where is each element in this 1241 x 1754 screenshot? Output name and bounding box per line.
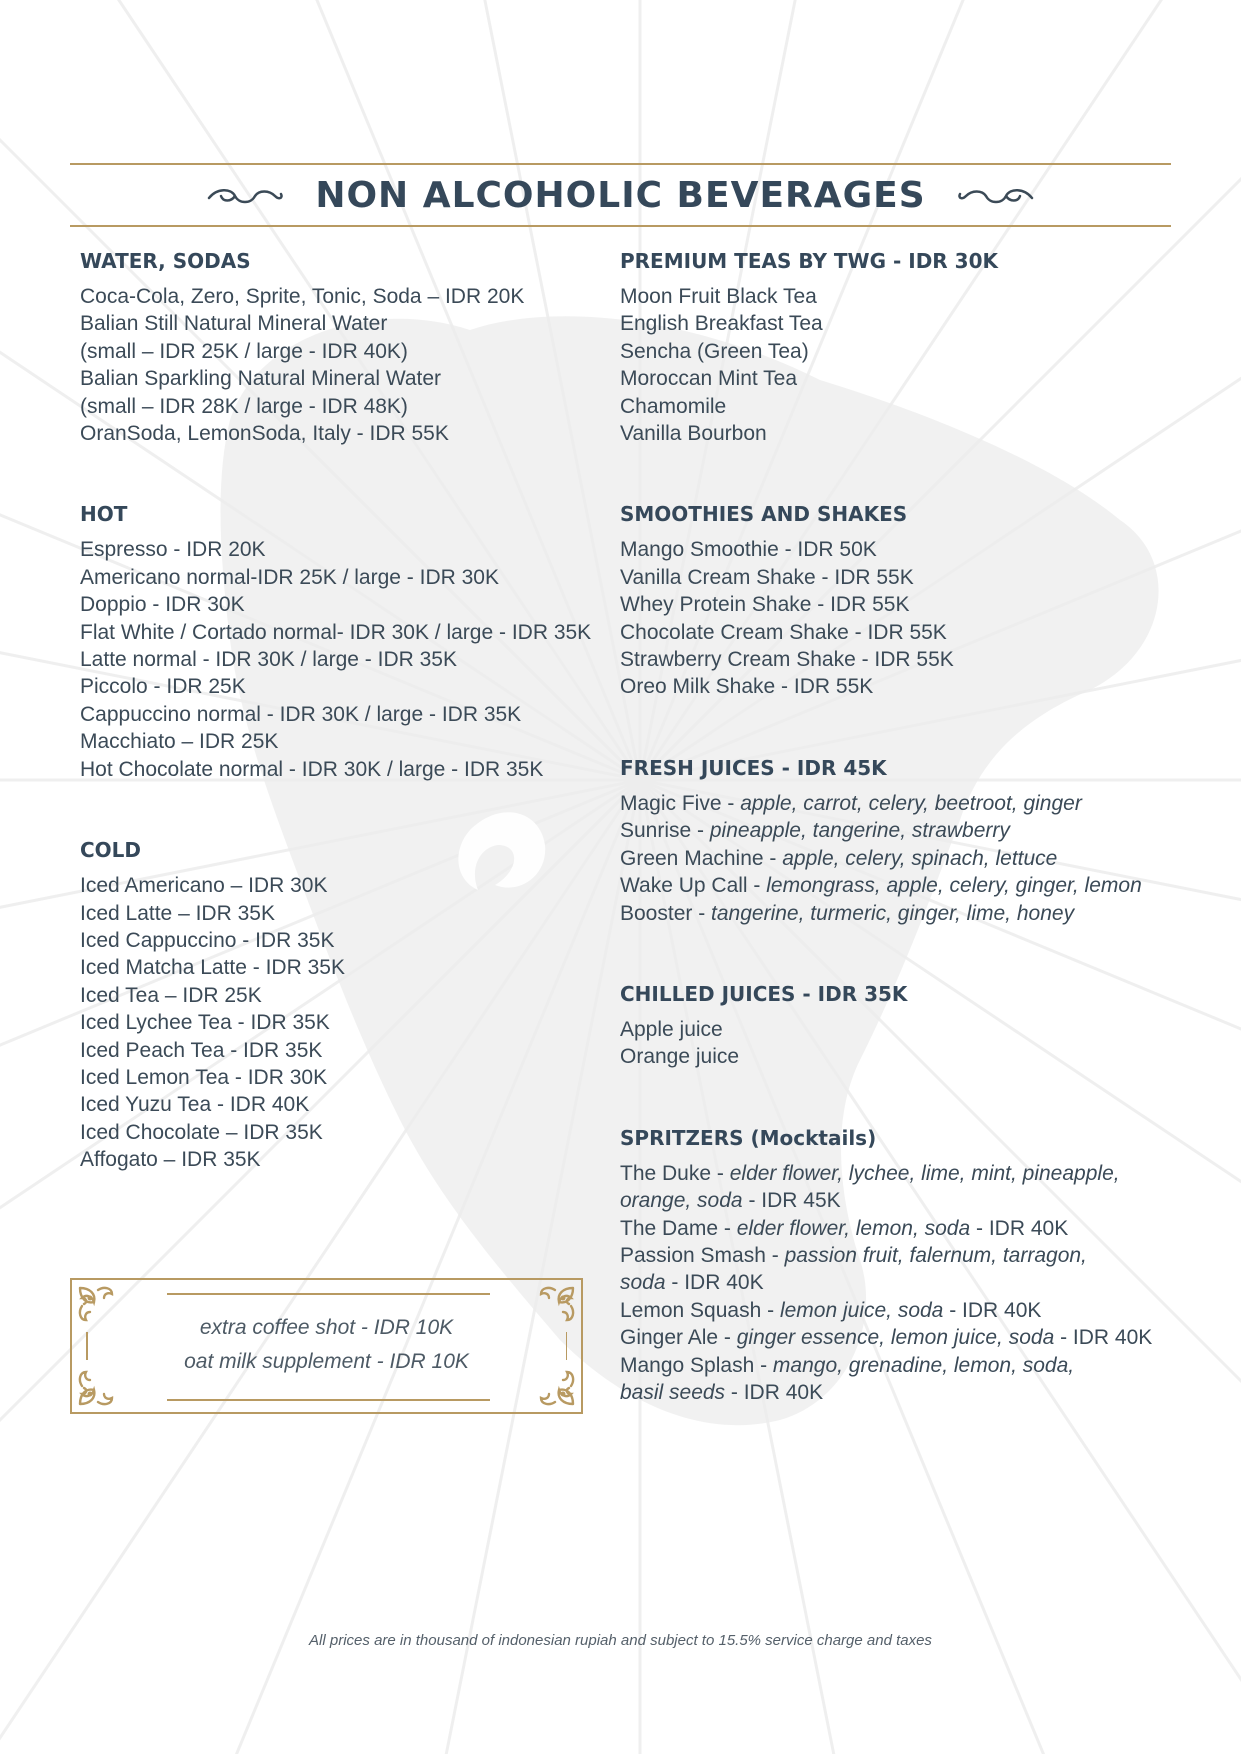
header: [70, 168, 1171, 223]
item-text: - IDR 45K: [742, 1189, 841, 1213]
item-text: Iced Cappuccino - IDR 35K: [80, 928, 335, 952]
item-text: Wake Up Call -: [620, 874, 767, 898]
menu-item: [620, 900, 1140, 927]
menu-item: [80, 927, 600, 954]
menu-item: [620, 646, 1140, 673]
menu-item: [620, 1160, 1140, 1187]
item-text: Balian Sparkling Natural Mineral Water: [80, 367, 442, 391]
menu-item: [620, 619, 1140, 646]
right-column: [620, 248, 1153, 1456]
item-description: apple, carrot, celery, beetroot, ginger: [740, 791, 1082, 815]
right-flourish-icon: [956, 184, 1036, 208]
item-text: Iced Chocolate – IDR 35K: [80, 1120, 323, 1144]
menu-item: [620, 872, 1140, 899]
item-text: Apple juice: [620, 1017, 723, 1041]
menu-item: [620, 1187, 1140, 1214]
header-rule-bottom: [70, 225, 1171, 227]
menu-section: [80, 248, 600, 447]
menu-item: [620, 591, 1140, 618]
price-footnote: All prices are in thousand of indonesian rupiah and subject to 15.5% service charge and taxes: [309, 1632, 932, 1649]
item-text: Latte normal - IDR 30K / large - IDR 35K: [80, 648, 457, 672]
item-text: The Duke -: [620, 1161, 730, 1185]
menu-item: [80, 954, 600, 981]
menu-section: [80, 837, 600, 1173]
item-text: Balian Still Natural Mineral Water: [80, 312, 388, 336]
menu-item: [80, 619, 600, 646]
menu-section: [620, 755, 1140, 927]
item-text: Iced Peach Tea - IDR 35K: [80, 1038, 323, 1062]
section-title: WATER, SODAS: [80, 249, 251, 273]
section-title: SPRITZERS (Mocktails): [620, 1125, 877, 1150]
menu-item: [620, 1379, 1140, 1406]
item-text: Espresso - IDR 20K: [80, 538, 266, 562]
menu-item: [620, 283, 1140, 310]
item-text: Doppio - IDR 30K: [80, 593, 245, 617]
extras-line: extra coffee shot - IDR 10K: [199, 1316, 454, 1339]
menu-item: [620, 420, 1140, 447]
item-text: English Breakfast Tea: [620, 312, 823, 336]
menu-section: [620, 248, 1140, 447]
item-text: Oreo Milk Shake - IDR 55K: [620, 675, 874, 699]
extras-box-top-line: [167, 1293, 490, 1295]
section-title: SMOOTHIES AND SHAKES: [620, 502, 908, 527]
item-text: Strawberry Cream Shake - IDR 55K: [620, 648, 954, 672]
item-text: Moon Fruit Black Tea: [620, 285, 817, 308]
item-text: Booster -: [620, 901, 712, 925]
menu-item: [80, 1064, 600, 1091]
item-text: Lemon Squash -: [620, 1298, 780, 1322]
menu-item: [620, 338, 1140, 365]
item-text: Iced Tea – IDR 25K: [80, 983, 262, 1007]
item-text: - IDR 40K: [943, 1298, 1042, 1322]
item-text: Iced Yuzu Tea - IDR 40K: [80, 1093, 310, 1117]
item-text: Affogato – IDR 35K: [80, 1148, 261, 1172]
menu-item: [620, 1043, 1140, 1070]
item-description: elder flower, lemon, soda: [736, 1216, 971, 1240]
item-text: Iced Lychee Tea - IDR 35K: [80, 1011, 330, 1035]
menu-item: [80, 701, 600, 728]
menu-item: [80, 673, 600, 700]
menu-item: [80, 536, 600, 563]
menu-section: [80, 501, 600, 783]
menu-item: [80, 982, 600, 1009]
menu-item: [80, 365, 600, 392]
menu-item: [620, 536, 1140, 563]
item-text: (small – IDR 25K / large - IDR 40K): [80, 339, 408, 363]
item-description: ginger essence, lemon juice, soda: [736, 1326, 1055, 1350]
item-description: tangerine, turmeric, ginger, lime, honey: [711, 901, 1075, 925]
menu-item: [620, 1016, 1140, 1043]
item-text: Iced Matcha Latte - IDR 35K: [80, 956, 345, 980]
item-text: Hot Chocolate normal - IDR 30K / large - IDR 35K: [80, 757, 544, 781]
menu-item: [80, 420, 600, 447]
menu-item: [80, 1119, 600, 1146]
menu-item: [80, 338, 600, 365]
item-text: - IDR 40K: [725, 1380, 824, 1404]
item-text: (small – IDR 28K / large - IDR 48K): [80, 394, 408, 418]
item-text: - IDR 40K: [970, 1216, 1069, 1240]
menu-item: [620, 673, 1140, 700]
menu-item: [80, 393, 600, 420]
item-text: Americano normal-IDR 25K / large - IDR 30K: [80, 565, 499, 589]
menu-item: [620, 790, 1140, 817]
ornament-corner-icon: [76, 1368, 116, 1408]
item-text: Flat White / Cortado normal- IDR 30K / large - IDR 35K: [80, 620, 592, 644]
item-text: Iced Latte – IDR 35K: [80, 901, 275, 925]
section-title: COLD: [80, 838, 142, 863]
menu-section: [620, 501, 1140, 700]
menu-item: [620, 1324, 1153, 1351]
item-text: Piccolo - IDR 25K: [80, 675, 246, 699]
extras-box: [70, 1278, 583, 1414]
left-column: [80, 248, 600, 1224]
menu-item: [80, 900, 600, 927]
item-description: lemon juice, soda: [779, 1298, 944, 1322]
item-text: OranSoda, LemonSoda, Italy - IDR 55K: [80, 422, 449, 446]
menu-item: [80, 1009, 600, 1036]
section-title: CHILLED JUICES - IDR 35K: [620, 981, 908, 1006]
item-description: pineapple, tangerine, strawberry: [709, 819, 1010, 843]
menu-item: [80, 728, 600, 755]
menu-section: [620, 981, 1140, 1071]
ornament-corner-icon: [537, 1368, 577, 1408]
menu-item: [620, 1215, 1140, 1242]
item-text: Cappuccino normal - IDR 30K / large - IDR 35K: [80, 702, 522, 726]
item-text: The Dame -: [620, 1216, 737, 1240]
menu-item: [620, 310, 1140, 337]
item-text: Coca-Cola, Zero, Sprite, Tonic, Soda – IDR 20K: [80, 285, 525, 308]
item-text: Sencha (Green Tea): [620, 339, 809, 363]
menu-item: [620, 817, 1140, 844]
menu-item: [80, 756, 600, 783]
item-text: Mango Splash -: [620, 1353, 773, 1377]
item-text: Ginger Ale -: [620, 1326, 737, 1350]
item-description: passion fruit, falernum, tarragon,: [784, 1243, 1087, 1267]
menu-item: [620, 365, 1140, 392]
menu-item: [80, 1091, 600, 1118]
section-title: PREMIUM TEAS BY TWG - IDR 30K: [620, 249, 998, 273]
item-text: Magic Five -: [620, 791, 741, 815]
item-text: - IDR 40K: [1054, 1326, 1153, 1350]
menu-item: [80, 591, 600, 618]
menu-item: [80, 646, 600, 673]
item-text: Macchiato – IDR 25K: [80, 730, 279, 754]
item-text: - IDR 40K: [665, 1271, 764, 1295]
menu-item: [620, 1352, 1140, 1379]
item-description: mango, grenadine, lemon, soda,: [772, 1353, 1075, 1377]
menu-item: [620, 1242, 1140, 1269]
menu-item: [80, 564, 600, 591]
item-text: Iced Americano – IDR 30K: [80, 874, 328, 898]
item-description: apple, celery, spinach, lettuce: [782, 846, 1058, 870]
item-description: soda: [620, 1271, 666, 1295]
menu-item: [620, 1269, 1140, 1296]
section-title: FRESH JUICES - IDR 45K: [620, 755, 887, 780]
menu-item: [620, 1297, 1140, 1324]
menu-item: [80, 872, 600, 899]
menu-item: [80, 1037, 600, 1064]
menu-item: [620, 845, 1140, 872]
left-flourish-icon: [205, 184, 285, 208]
item-text: Moroccan Mint Tea: [620, 367, 798, 391]
menu-item: [620, 564, 1140, 591]
item-description: orange, soda: [620, 1189, 743, 1213]
item-text: Chocolate Cream Shake - IDR 55K: [620, 620, 947, 644]
item-text: Mango Smoothie - IDR 50K: [620, 538, 877, 562]
item-text: Whey Protein Shake - IDR 55K: [620, 593, 910, 617]
menu-item: [80, 310, 600, 337]
item-text: Vanilla Cream Shake - IDR 55K: [620, 565, 914, 589]
item-description: basil seeds: [620, 1380, 726, 1404]
item-text: Chamomile: [620, 394, 727, 418]
menu-item: [620, 393, 1140, 420]
page-title: NON ALCOHOLIC BEVERAGES: [315, 175, 926, 216]
item-text: Vanilla Bourbon: [620, 422, 767, 446]
menu-item: [80, 1146, 600, 1173]
item-text: Passion Smash -: [620, 1243, 785, 1267]
item-text: Orange juice: [620, 1045, 740, 1069]
item-text: Green Machine -: [620, 846, 783, 870]
item-description: elder flower, lychee, lime, mint, pineapple,: [729, 1161, 1120, 1185]
item-text: Sunrise -: [620, 819, 710, 843]
header-rule-top: [70, 163, 1171, 165]
item-description: lemongrass, apple, celery, ginger, lemon: [766, 874, 1142, 898]
section-title: HOT: [80, 502, 128, 527]
extras-box-bottom-line: [167, 1399, 490, 1401]
item-text: Iced Lemon Tea - IDR 30K: [80, 1065, 328, 1089]
menu-item: [80, 283, 600, 310]
extras-line: oat milk supplement - IDR 10K: [184, 1350, 469, 1373]
menu-section: [620, 1125, 1153, 1407]
